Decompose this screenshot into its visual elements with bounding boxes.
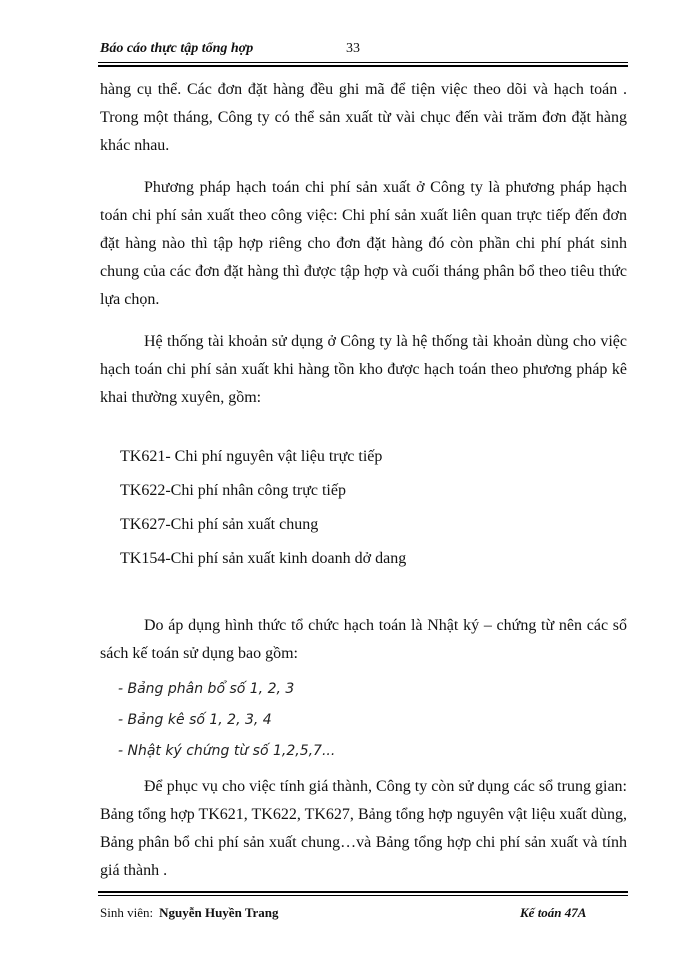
header-rule-thin	[98, 62, 628, 63]
header-title: Báo cáo thực tập tổng hợp	[100, 41, 254, 56]
footer-rule-thick	[98, 891, 628, 893]
account-item: TK622-Chi phí nhân công trực tiếp	[120, 482, 346, 499]
book-item: - Bảng phân bổ số 1, 2, 3	[118, 681, 295, 697]
paragraph: Do áp dụng hình thức tổ chức hạch toán là Nhật ký – chứng từ nên các sổ sách kế toán sử dụng bao gồm:	[100, 617, 627, 662]
footer-class: Kế toán 47A	[520, 905, 587, 920]
account-list	[100, 440, 627, 576]
student-name: Nguyễn Huyền Trang	[159, 905, 279, 920]
header-rule-thick	[98, 65, 628, 67]
book-item: - Bảng kê số 1, 2, 3, 4	[118, 712, 272, 728]
footer-rule-thin	[98, 895, 628, 896]
student-label: Sinh viên:	[100, 905, 154, 920]
book-list	[100, 674, 627, 767]
page-number: 33	[346, 41, 360, 56]
paragraph: Để phục vụ cho việc tính giá thành, Công ty còn sử dụng các sổ trung gian: Bảng tổng hợp TK621, TK622, TK627, Bảng tổng hợp nguyên vật liệu xuất dùng, Bảng phân bổ chi phí sản xuất chung…và Bảng tổng hợp chi phí sản xuất và tính giá thành .	[100, 778, 627, 879]
account-item: TK627-Chi phí sản xuất chung	[120, 516, 319, 533]
account-item: TK154-Chi phí sản xuất kinh doanh dở dang	[120, 550, 407, 567]
paragraph: Phương pháp hạch toán chi phí sản xuất ở Công ty là phương pháp hạch toán chi phí sản xuất theo công việc: Chi phí sản xuất liên quan trực tiếp đến đơn đặt hàng nào thì tập hợp riêng cho đơn đặt hàng đó còn phần chi phí phát sinh chung của các đơn đặt hàng thì được tập hợp và cuối tháng phân bổ theo tiêu thức lựa chọn.	[100, 179, 627, 308]
book-item: - Nhật ký chứng từ số 1,2,5,7...	[118, 743, 336, 759]
document-body	[100, 76, 627, 885]
account-item: TK621- Chi phí nguyên vật liệu trực tiếp	[120, 448, 383, 465]
footer-student	[100, 905, 279, 921]
paragraph: Hệ thống tài khoản sử dụng ở Công ty là hệ thống tài khoản dùng cho việc hạch toán chi phí sản xuất khi hàng tồn kho được hạch toán theo phương pháp kê khai thường xuyên, gồm:	[100, 333, 627, 406]
paragraph: hàng cụ thể. Các đơn đặt hàng đều ghi mã để tiện việc theo dõi và hạch toán . Trong một tháng, Công ty có thể sản xuất từ vài chục đến vài trăm đơn đặt hàng khác nhau.	[100, 81, 627, 154]
